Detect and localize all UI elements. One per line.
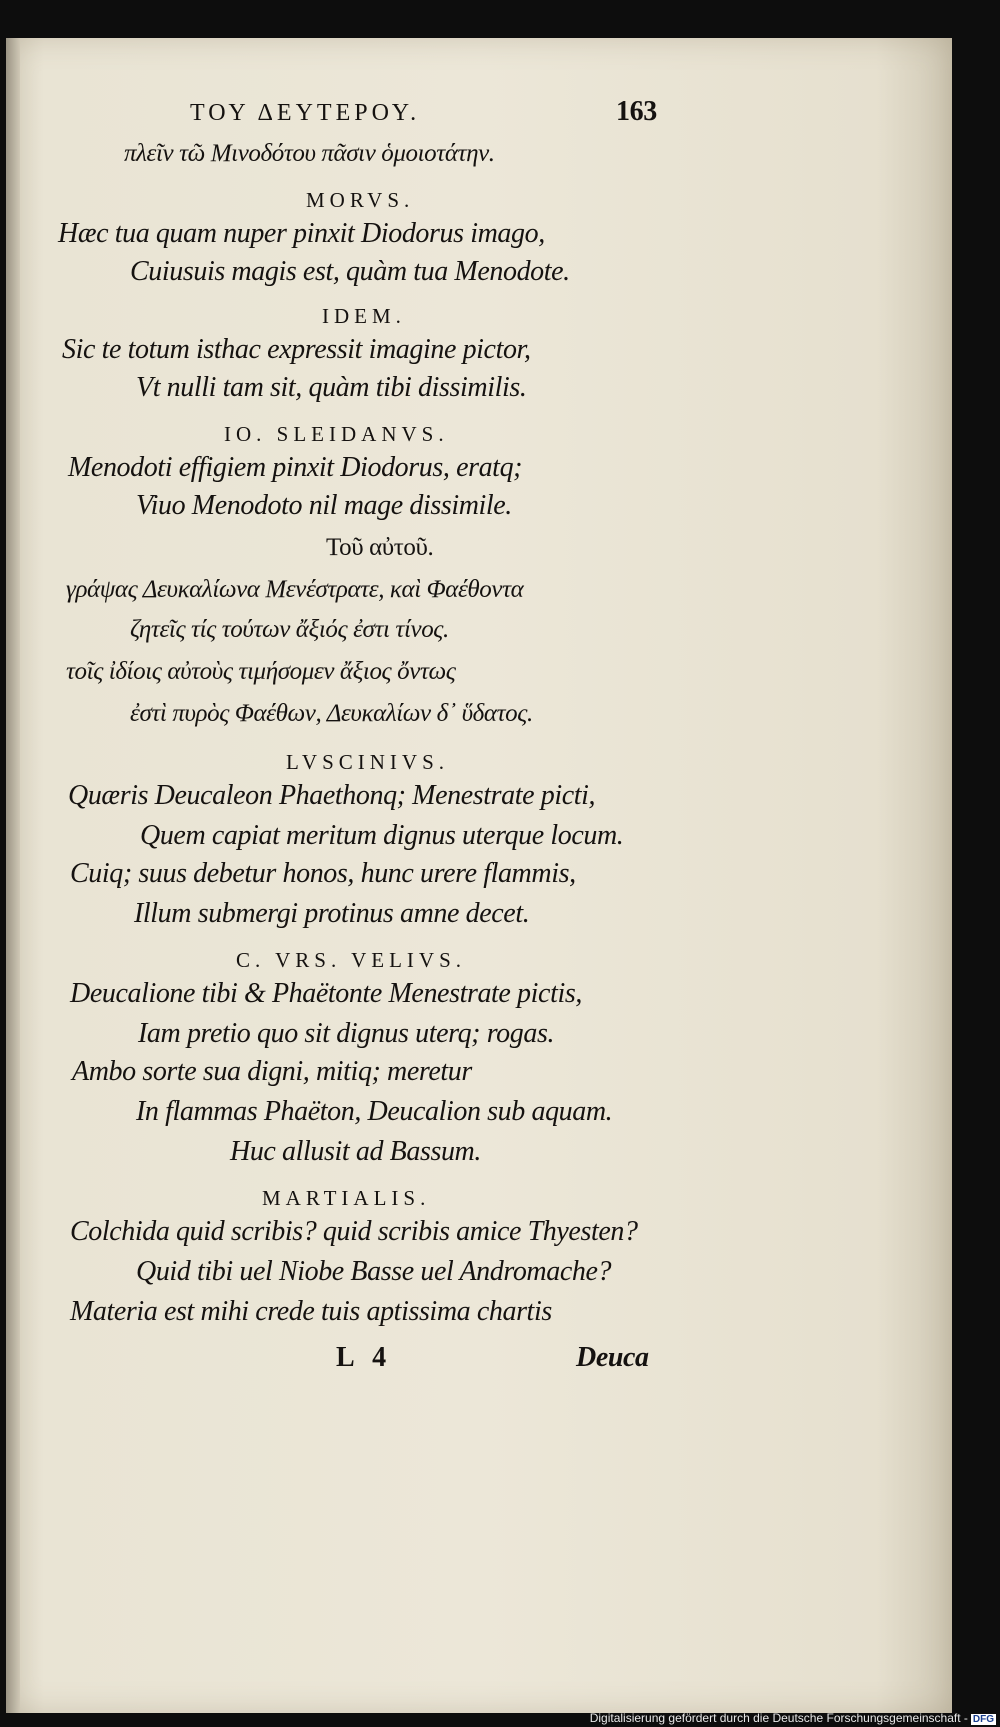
- section-heading: IDEM.: [322, 304, 406, 328]
- section-heading: Τοῦ αὐτοῦ.: [326, 534, 434, 561]
- section-heading: C. VRS. VELIVS.: [236, 948, 467, 972]
- verse-line: τοῖς ἰδίοις αὐτοὺς τιμήσομεν ἄξιος ὄντως: [66, 658, 456, 685]
- section-heading: IO. SLEIDANVS.: [224, 422, 449, 446]
- page-gutter: [6, 38, 20, 1713]
- verse-line: ἐστὶ πυρὸς Φαέθων, Δευκαλίων δ᾽ ὕδατος.: [130, 700, 533, 727]
- running-title: ΤΟΥ ΔΕΥΤΕΡΟΥ.: [190, 100, 421, 126]
- credit-text: Digitalisierung gefördert durch die Deutsche Forschungsgemeinschaft -: [589, 1711, 968, 1725]
- verse-line: Materia est mihi crede tuis aptissima chartis: [70, 1296, 552, 1327]
- verse-line: Quem capiat meritum dignus uterque locum.: [140, 820, 624, 851]
- verse-line: Illum submergi protinus amne decet.: [134, 898, 530, 929]
- verse-line: Viuo Menodoto nil mage dissimile.: [136, 490, 512, 521]
- verse-line: Quid tibi uel Niobe Basse uel Andromache?: [136, 1256, 612, 1287]
- section-heading: MORVS.: [306, 188, 415, 212]
- verse-line: Vt nulli tam sit, quàm tibi dissimilis.: [136, 372, 527, 403]
- page-number: 163: [616, 96, 657, 127]
- digitization-credit: [590, 1711, 996, 1725]
- verse-line: Cuiusuis magis est, quàm tua Menodote.: [130, 256, 570, 287]
- verse-line: Ambo sorte sua digni, mitiq; meretur: [72, 1056, 472, 1087]
- verse-line: ζητεῖς τίς τούτων ἄξιός ἐστι τίνος.: [130, 616, 449, 643]
- section-heading: MARTIALIS.: [262, 1186, 431, 1210]
- verse-line: Colchida quid scribis? quid scribis amice Thyesten?: [70, 1216, 638, 1247]
- verse-line: Sic te totum isthac expressit imagine pictor,: [62, 334, 531, 365]
- signature-mark: L 4: [336, 1342, 393, 1373]
- verse-line: γράψας Δευκαλίωνα Μενέστρατε, καὶ Φαέθοντα: [66, 576, 524, 603]
- verse-line: Iam pretio quo sit dignus uterq; rogas.: [138, 1018, 555, 1049]
- book-page: [6, 38, 952, 1713]
- verse-line: Menodoti effigiem pinxit Diodorus, eratq;: [68, 452, 523, 483]
- dfg-logo: DFG: [972, 1714, 994, 1725]
- verse-line: Hæc tua quam nuper pinxit Diodorus imago,: [58, 218, 545, 249]
- verse-line: Deucalione tibi & Phaëtonte Menestrate pictis,: [70, 978, 582, 1009]
- verse-line: Cuiq; suus debetur honos, hunc urere flammis,: [70, 858, 576, 889]
- catchword: Deuca: [576, 1342, 649, 1373]
- verse-line: In flammas Phaëton, Deucalion sub aquam.: [136, 1096, 613, 1127]
- verse-line: Quæris Deucaleon Phaethonq; Menestrate picti,: [68, 780, 596, 811]
- text-line: πλεῖν τῶ Μινοδότου πᾶσιν ὁμοιοτάτην.: [124, 140, 495, 167]
- section-heading: LVSCINIVS.: [286, 750, 449, 774]
- verse-line: Huc allusit ad Bassum.: [230, 1136, 481, 1167]
